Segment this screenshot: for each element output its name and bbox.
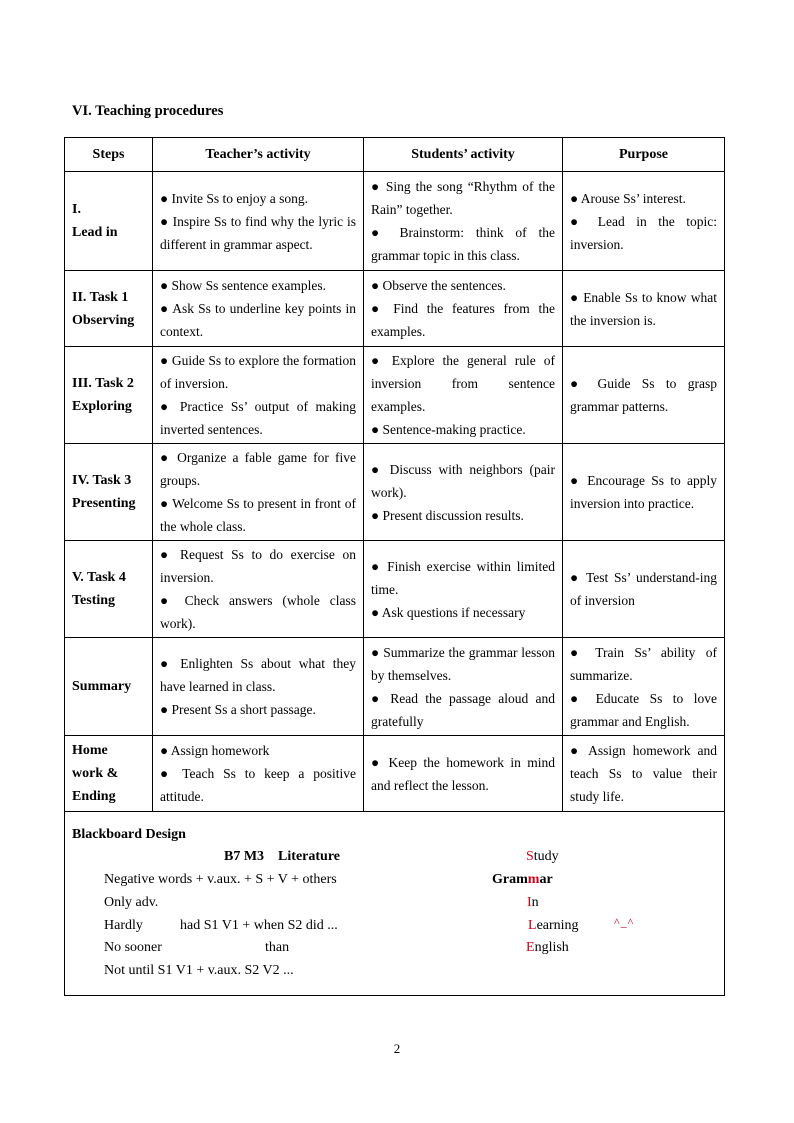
step-label-line: II. Task 1 [72,289,129,305]
students-activity-cell [364,444,563,541]
table-row [65,444,725,541]
step-label-line: I. [72,202,81,217]
bullet-item: ● Sentence-making practice. [371,422,526,437]
blackboard-line: No sooner [104,940,162,955]
bullet-item: ● Assign homework [160,743,270,758]
acrostic-in: In [527,895,539,910]
blackboard-title: Blackboard Design [72,827,186,842]
blackboard-line: had S1 V1 + when S2 did ... [180,918,338,933]
step-cell [65,347,153,444]
teacher-activity-cell [153,172,364,271]
bullet-item: ● Welcome Ss to present in front of the whole class. [160,496,356,534]
students-activity-cell [364,736,563,812]
acrostic-study: Study [526,849,559,864]
step-label-line: Testing [72,593,116,608]
step-label-line: work & [72,766,119,781]
table-header-row [65,138,725,172]
step-label-line: III. Task 2 [72,376,134,391]
step-cell [65,172,153,271]
step-cell [65,541,153,638]
bullet-item: ● Request Ss to do exercise on inversion. [160,547,356,585]
bullet-item: ● Observe the sentences. [371,278,506,293]
bullet-item: ● Enable Ss to know what the inversion is. [570,289,717,328]
step-cell [65,638,153,736]
blackboard-line: Only adv. [104,895,159,910]
table-row [65,541,725,638]
students-activity-cell [364,347,563,444]
table-row [65,638,725,736]
students-activity-cell [364,638,563,736]
bullet-item: ● Show Ss sentence examples. [160,278,327,293]
teacher-activity-cell [153,638,364,736]
bullet-item: ● Read the passage aloud and gratefully [371,690,555,729]
purpose-cell [563,347,725,444]
bullet-item: ● Assign homework and teach Ss to value their study life. [570,743,717,804]
bullet-item: ● Finish exercise within limited time. [371,558,555,597]
teacher-activity-cell [153,271,364,347]
bullet-item: ● Guide Ss to explore the formation of inversion. [160,353,356,391]
blackboard-subtitle: B7 M3 Literature [224,849,340,864]
bullet-item: ● Practice Ss’ output of making inverted sentences. [160,399,356,437]
purpose-cell [563,444,725,541]
step-cell [65,271,153,347]
bullet-item: ● Test Ss’ understand-ing of inversion [570,570,717,608]
bullet-item: ● Ask questions if necessary [371,604,526,620]
bullet-item: ● Sing the song “Rhythm of the Rain” together. [371,179,555,217]
blackboard-line: than [265,940,290,955]
teacher-activity-cell [153,541,364,638]
section-title: VI. Teaching procedures [72,103,224,119]
table-row [65,172,725,271]
table-row [65,271,725,347]
bullet-item: ● Explore the general rule of inversion from sentence examples. [371,353,555,414]
bullet-item: ● Summarize the grammar lesson by themselves. [371,644,555,683]
header-teacher-activity: Teacher’s activity [153,138,364,172]
bullet-item: ● Lead in the topic: inversion. [570,213,717,252]
step-cell [65,736,153,812]
bullet-item: ● Encourage Ss to apply inversion into practice. [570,473,717,511]
teacher-activity-cell [153,444,364,541]
bullet-item: ● Present discussion results. [371,507,524,523]
bullet-item: ● Teach Ss to keep a positive attitude. [160,766,356,804]
bullet-item: ● Present Ss a short passage. [160,702,316,717]
acrostic-english: English [526,940,569,955]
bullet-item: ● Educate Ss to love grammar and English. [570,690,717,729]
blackboard-line: Negative words + v.aux. + S + V + others [104,872,337,887]
purpose-cell [563,736,725,812]
purpose-cell [563,638,725,736]
blackboard-line: Hardly [104,918,143,933]
bullet-item: ● Ask Ss to underline key points in context. [160,301,356,339]
step-label-line: Summary [72,679,132,694]
bullet-item: ● Invite Ss to enjoy a song. [160,190,309,206]
step-label-line: Lead in [72,225,118,240]
step-label-line: IV. Task 3 [72,473,132,488]
table-row [65,736,725,812]
acrostic-grammar: Grammar [492,872,553,887]
step-label-line: V. Task 4 [72,570,126,585]
blackboard-line: Not until S1 V1 + v.aux. S2 V2 ... [104,963,294,978]
bullet-item: ● Keep the homework in mind and reflect the lesson. [371,754,555,793]
students-activity-cell [364,271,563,347]
header-students-activity: Students’ activity [364,138,563,172]
purpose-cell [563,271,725,347]
step-cell [65,444,153,541]
teaching-procedures-table [64,137,725,812]
purpose-cell [563,541,725,638]
page-number: 2 [393,1041,401,1056]
bullet-item: ● Inspire Ss to find why the lyric is different in grammar aspect. [160,213,356,252]
step-label-line: Presenting [72,496,136,511]
bullet-item: ● Organize a fable game for five groups. [160,450,356,488]
bullet-item: ● Brainstorm: think of the grammar topic in this class. [371,225,555,263]
acrostic-learning: Learning [528,918,579,933]
header-purpose: Purpose [563,138,725,172]
bullet-item: ● Guide Ss to grasp grammar patterns. [570,376,717,414]
purpose-cell [563,172,725,271]
header-steps: Steps [65,138,153,172]
smiley-face: ^_^ [614,915,635,929]
teacher-activity-cell [153,736,364,812]
blackboard-design [64,803,725,996]
step-label-line: Observing [72,312,135,328]
students-activity-cell [364,541,563,638]
step-label-line: Ending [72,789,116,804]
table-row [65,347,725,444]
step-label-line: Exploring [72,399,132,414]
teacher-activity-cell [153,347,364,444]
bullet-item: ● Arouse Ss’ interest. [570,190,686,206]
bullet-item: ● Enlighten Ss about what they have learned in class. [160,656,356,694]
bullet-item: ● Check answers (whole class work). [160,593,356,631]
students-activity-cell [364,172,563,271]
bullet-item: ● Train Ss’ ability of summarize. [570,644,717,683]
bullet-item: ● Discuss with neighbors (pair work). [371,461,555,500]
bullet-item: ● Find the features from the examples. [371,301,555,339]
step-label-line: Home [72,743,108,758]
